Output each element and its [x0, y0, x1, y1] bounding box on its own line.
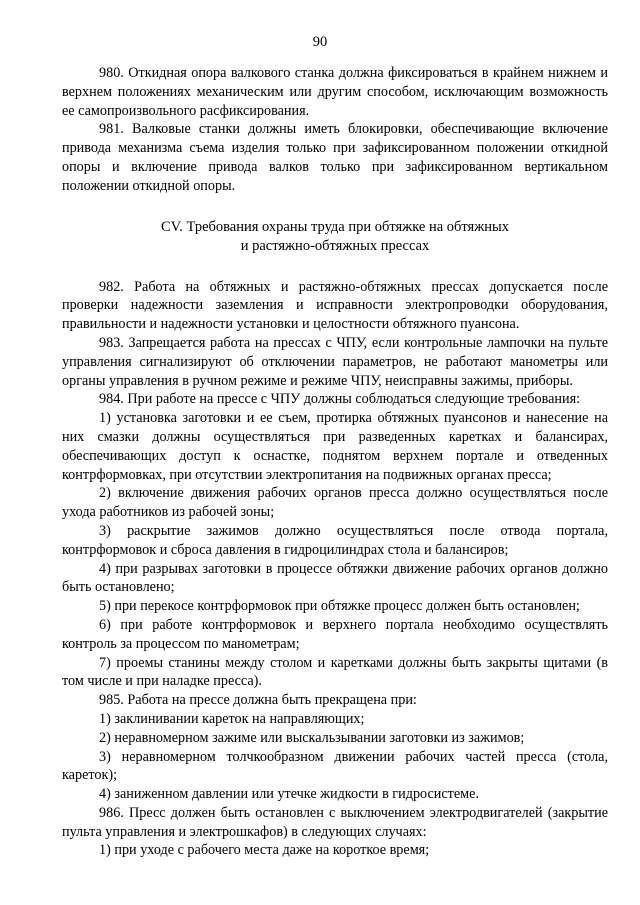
list-item-986-1: 1) при уходе с рабочего места даже на короткое время;: [99, 842, 430, 859]
list-item-985-2: 2) неравномерном зажиме или выскальзывании заготовки из зажимов;: [99, 729, 525, 746]
list-item-984-3: 3) раскрытие зажимов должно осуществляться после отвода портала, контрформовок и сброса давления в гидроцилиндрах стола и балансиров;: [62, 522, 608, 558]
list-item-984-5: 5) при перекосе контрформовок при обтяжке процесс должен быть остановлен;: [99, 598, 580, 615]
list-item-984-2: 2) включение движения рабочих органов пресса должно осуществляться после ухода работников из рабочей зоны;: [62, 485, 608, 521]
section-heading: [62, 218, 608, 256]
paragraph-981: 981. Валковые станки должны иметь блокировки, обеспечивающие включение привода механизма съема изделия только при зафиксированном положении откидной опоры и включение привода валков только при зафиксированном вертикальном положении откидной опоры.: [62, 121, 608, 194]
section-heading-line-1: CV. Требования охраны труда при обтяжке на обтяжных: [161, 218, 509, 235]
paragraph-980: 980. Откидная опора валкового станка должна фиксироваться в крайнем нижнем и верхнем положениях механическим или другим способом, исключающим возможность ее самопроизвольного расфиксирования.: [62, 65, 608, 119]
list-item-984-7: 7) проемы станины между столом и каретками должны быть закрыты щитами (в том числе и при наладке пресса).: [62, 654, 608, 690]
list-item-984-6: 6) при работе контрформовок и верхнего портала необходимо осуществлять контроль за процессом по манометрам;: [62, 616, 608, 652]
list-item-985-1: 1) заклинивании кареток на направляющих;: [99, 710, 365, 727]
list-item-985-3: 3) неравномерном толчкообразном движении рабочих частей пресса (стола, кареток);: [62, 748, 608, 784]
list-item-985-4: 4) заниженном давлении или утечке жидкости в гидросистеме.: [99, 786, 479, 803]
paragraph-984: 984. При работе на прессе с ЧПУ должны соблюдаться следующие требования:: [99, 391, 581, 408]
section-heading-line-2: и растяжно-обтяжных прессах: [240, 237, 430, 254]
document-body: [62, 64, 608, 860]
list-item-984-1: 1) установка заготовки и ее съем, протирка обтяжных пуансонов и нанесение на них смазки должны осуществляться при разведенных каретках и балансирах, обеспечивающих доступ к оснастке, поднятом верхнем портале и отведенных контрформовках, при отсутствии электропитания на подвижных органах пресса;: [62, 410, 608, 483]
paragraph-985: 985. Работа на прессе должна быть прекращена при:: [99, 692, 417, 709]
list-item-984-4: 4) при разрывах заготовки в процессе обтяжки движение рабочих органов должно быть остановлено;: [62, 560, 608, 596]
paragraph-983: 983. Запрещается работа на прессах с ЧПУ, если контрольные лампочки на пульте управления сигнализируют об отключении параметров, не работают манометры или органы управления в ручном режиме и режиме ЧПУ, неисправны зажимы, приборы.: [62, 334, 608, 389]
page-number: 90: [312, 34, 328, 50]
paragraph-982: 982. Работа на обтяжных и растяжно-обтяжных прессах допускается после проверки надежности заземления и исправности электропроводки оборудования, правильности и надежности установки и целостности обтяжного пуансона.: [62, 278, 608, 333]
paragraph-986: 986. Пресс должен быть остановлен с выключением электродвигателей (закрытие пульта управления и электрошкафов) в следующих случаях:: [62, 804, 608, 840]
